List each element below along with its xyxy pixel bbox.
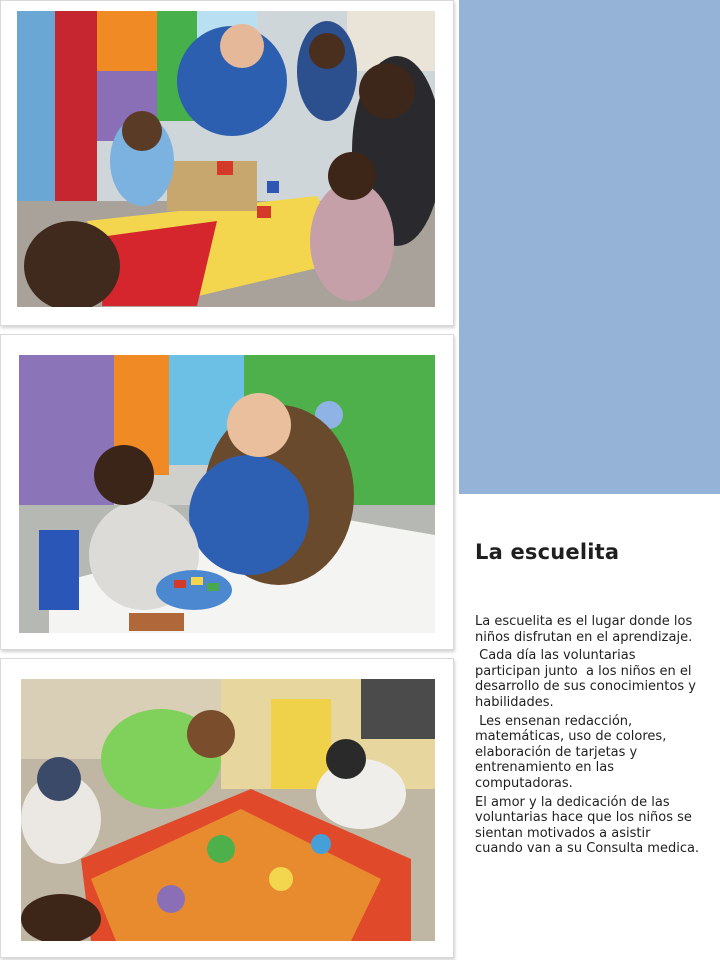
photo-frame-3 bbox=[0, 658, 454, 958]
article bbox=[475, 540, 700, 860]
article-paragraph-1: La escuelita es el lugar donde los niños disfrutan en el aprendizaje. bbox=[475, 614, 693, 645]
article-title: La escuelita bbox=[475, 540, 620, 564]
photo-classroom-table bbox=[17, 11, 435, 307]
article-paragraph-2: Cada día las voluntarias participan junto a los niños en el desarrollo de sus conocimientos y habilidades. bbox=[475, 648, 701, 710]
article-paragraph-3: Les ensenan redacción, matemáticas, uso de colores, elaboración de tarjetas y entrenamiento en las computadoras. bbox=[475, 713, 671, 791]
photo-puzzle bbox=[21, 679, 435, 941]
article-paragraph-4: El amor y la dedicación de las voluntarias hace que los niños se sientan motivados a asistir cuando van a su Consulta medica. bbox=[475, 794, 700, 857]
accent-panel bbox=[459, 0, 720, 494]
photo-frame-1 bbox=[0, 0, 454, 326]
photo-frame-2 bbox=[0, 334, 454, 650]
photo-volunteer-child bbox=[19, 355, 435, 633]
